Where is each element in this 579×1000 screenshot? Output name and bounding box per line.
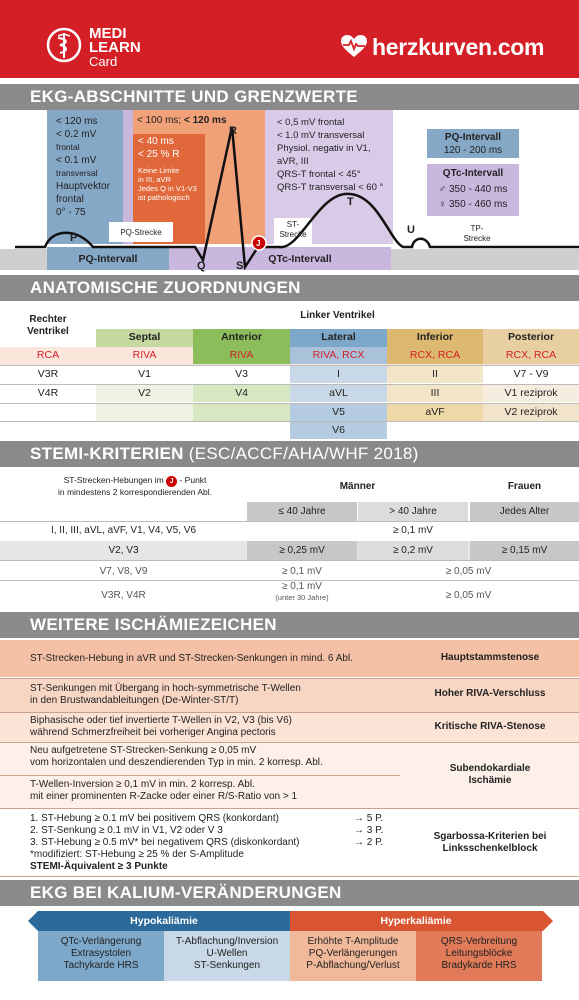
stemi-intro: ST-Strecken-Hebungen im J - Punkt in mindestens 2 korrespondierenden Abl.: [57, 475, 213, 497]
cell-lateral-artery: RIVA, RCX: [290, 347, 387, 364]
site-name: herzkurven.com: [372, 34, 545, 60]
hypo-label: Hypokaliämie: [130, 915, 198, 927]
cell-rv-artery: RCA: [36, 349, 60, 361]
anatomy-grid-lines: [0, 301, 579, 439]
cell: aVL: [290, 385, 387, 402]
qtc-interval-bar: QTc-Intervall: [268, 253, 332, 265]
cell: V3: [235, 368, 248, 380]
section-title-anatomy: ANATOMISCHE ZUORDNUNGEN: [0, 275, 579, 301]
cell-inferior-artery: RCX, RCA: [387, 347, 483, 364]
section-title-ekg: EKG-ABSCHNITTE UND GRENZWERTE: [0, 84, 579, 110]
stemi-note: (unter 30 Jahre): [275, 593, 329, 602]
cell: III: [387, 385, 483, 402]
cell: aVF: [387, 404, 483, 421]
kalium-box-hyper-1: Erhöhte T-Amplitude PQ-Verlängerungen P-Abflachung/Verlust: [290, 931, 416, 981]
q-limits: < 40 ms < 25 % R: [138, 136, 180, 160]
kalium-box-hypo-1: QTc-Verlängerung Extrasystolen Tachykarde HRS: [38, 931, 164, 981]
tp-strecke-label: TP- Strecke: [463, 224, 491, 243]
header-frauen: Frauen: [507, 481, 542, 492]
qtc-female: ♀ 350 - 460 ms: [438, 199, 508, 210]
cell: V5: [290, 404, 387, 421]
qrs-duration: < 100 ms; < 120 ms: [137, 115, 227, 126]
brand-learn: LEARN: [89, 39, 141, 56]
lv-header: Linker Ventrikel: [300, 310, 375, 321]
cell-anterior-artery: RIVA: [193, 347, 290, 364]
section-title-ischemia: WEITERE ISCHÄMIEZEICHEN: [0, 612, 579, 638]
stemi-val: ≥ 0,05 mV: [445, 566, 492, 577]
isch-row-sgarbossa: 1. ST-Hebung ≥ 0.1 mV bei positivem QRS (konkordant) 2. ST-Senkung ≥ 0.1 mV in V1, V2 oder V 3 3. ST-Hebung ≥ 0.5 mV* bei negativem QRS (diskonkordant) *modifiziert: ST-Hebung ≥ 25 % der S-Amplitude STEMI-Äquivalent ≥ 3 Punkte → 5 P. → 3 P. → 2 P. Sgarbossa-Kriterien bei Linksschenkelblock: [0, 808, 579, 876]
cell: V6: [290, 422, 387, 439]
stemi-val: ≥ 0,05 mV: [445, 590, 492, 601]
stemi-val: ≥ 0,2 mV: [358, 541, 468, 560]
isch-row-subendokardial: Neu aufgetretene ST-Strecken-Senkung ≥ 0,05 mV vom horizontalen und deszendierenden Typ in min. 2 korresp. Abl. T-Wellen-Inversion ≥ 0,1 mV in min. 2 korresp. Abl. mit einer prominenten R-Zacke oder einer R/S-Ratio von > 1 Subendokardiale Ischämie: [0, 742, 579, 808]
kalium-box-hyper-2: QRS-Verbreitung Leitungsblöcke Bradykarde HRS: [416, 931, 542, 981]
age-any: Jedes Alter: [470, 502, 579, 521]
label-t: T: [347, 196, 354, 208]
age-le40: ≤ 40 Jahre: [247, 502, 357, 521]
j-point-marker: J: [256, 239, 261, 248]
col-anterior: Anterior: [193, 329, 290, 347]
kalium-box-hypo-2: T-Abflachung/Inversion U-Wellen ST-Senkungen: [164, 931, 290, 981]
age-gt40: > 40 Jahre: [358, 502, 468, 521]
isch-row-riva-stenose: Biphasische oder tief invertierte T-Wellen in V2, V3 (bis V6) während Schmerzfreiheit bei vorheriger Angina pectoris Kritische RIVA-Stenose: [0, 712, 579, 742]
isch-row-hauptstamm: ST-Strecken-Hebung in aVR und ST-Strecken-Senkungen in mind. 6 Abl. Hauptstammstenose: [0, 640, 579, 677]
q-notes: Keine Limite in III, aVR Jedes Q in V1-V3 ist pathologisch: [138, 166, 197, 202]
cell: V4: [193, 385, 290, 402]
stemi-leads-r1: I, II, III, aVL, aVF, V1, V4, V5, V6: [50, 525, 197, 536]
cell: II: [387, 366, 483, 383]
label-p: P: [70, 232, 78, 244]
ischemia-grid-lines: [0, 640, 579, 877]
heart-pulse-icon: [340, 34, 368, 58]
isch-row-riva: ST-Senkungen mit Übergang in hoch-symmetrische T-Wellen in den Brustwandableitungen (De-Winter-ST/T) Hoher RIVA-Verschluss: [0, 679, 579, 712]
anatomy-table: [0, 301, 579, 439]
cell: V1 reziprok: [483, 385, 579, 402]
col-septal: Septal: [96, 329, 193, 347]
stemi-val: ≥ 0,1 mV: [282, 566, 322, 577]
stemi-val-r1: ≥ 0,1 mV: [393, 525, 433, 536]
ekg-diagram: [0, 110, 579, 270]
stemi-table: [0, 467, 579, 608]
cell: I: [290, 366, 387, 383]
cell-posterior-artery: RCX, RCA: [483, 347, 579, 364]
qtc-male: ♂ 350 - 440 ms: [438, 184, 508, 195]
section-title-stemi: STEMI-KRITERIEN (ESC/ACCF/AHA/WHF 2018): [0, 441, 579, 467]
hyper-label: Hyperkaliämie: [380, 915, 452, 927]
cell: V3R: [37, 368, 59, 380]
stemi-val: ≥ 0,25 mV: [247, 541, 357, 560]
section-title-kalium: EKG BEI KALIUM-VERÄNDERUNGEN: [0, 880, 579, 906]
cell: V1: [138, 368, 151, 380]
caduceus-logo-icon: [46, 27, 82, 63]
stemi-val: ≥ 0,15 mV: [470, 541, 579, 560]
brand-card: Card: [89, 54, 118, 69]
col-posterior: Posterior: [483, 329, 579, 347]
brand-medi: MEDI: [89, 25, 127, 42]
stemi-val: ≥ 0,1 mV: [282, 581, 322, 592]
stemi-leads-r4: V3R, V4R: [101, 590, 146, 601]
pq-interval-bar: PQ-Intervall: [78, 253, 138, 265]
pq-box-title: PQ-Intervall: [444, 132, 502, 143]
stemi-leads-r2: V2, V3: [108, 545, 139, 556]
col-lateral: Lateral: [290, 329, 387, 347]
rv-header: Rechter Ventrikel: [27, 314, 69, 337]
cell-septal-artery: RIVA: [132, 349, 157, 361]
col-inferior: Inferior: [387, 329, 483, 347]
p-limits: < 120 ms < 0.2 mV frontal < 0.1 mV transversal Hauptvektor frontal 0° - 75: [56, 116, 110, 218]
cell: V7 - V9: [513, 368, 549, 380]
cell: V4R: [37, 387, 59, 399]
pq-strecke-label: PQ-Strecke: [120, 228, 162, 237]
label-r: R: [229, 125, 237, 137]
stemi-leads-r3: V7, V8, V9: [99, 566, 148, 577]
pq-box-value: 120 - 200 ms: [443, 145, 503, 156]
qtc-box-title: QTc-Intervall: [442, 168, 504, 179]
cell: V2: [96, 385, 193, 402]
header-bar: [0, 0, 579, 78]
stemi-grid-lines: [0, 467, 579, 608]
header-maenner: Männer: [339, 481, 376, 492]
label-s: S: [236, 260, 244, 272]
st-strecke-label: ST- Strecke: [279, 220, 307, 239]
cell: V2 reziprok: [483, 404, 579, 421]
t-limits: < 0,5 mV frontal < 1.0 mV transversal Physiol. negativ in V1, aVR, III QRS-T frontal < 45° QRS-T transversal < 60 °: [277, 117, 384, 193]
label-q: Q: [197, 260, 206, 272]
label-u: U: [407, 224, 415, 236]
